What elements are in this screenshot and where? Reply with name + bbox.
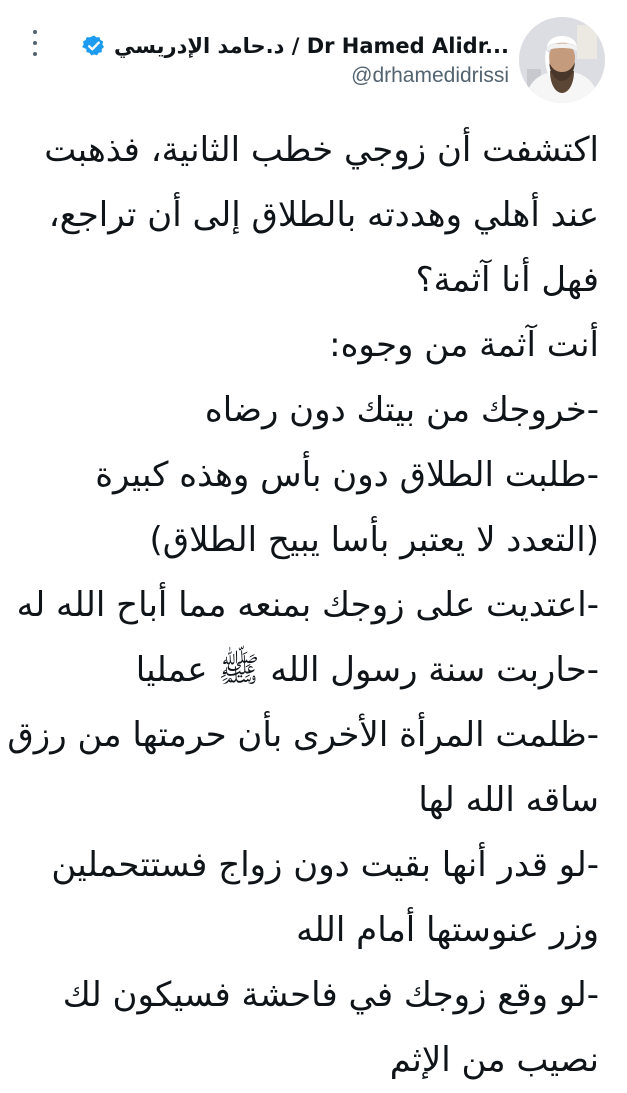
- verified-badge-icon: [82, 34, 106, 58]
- tweet-header: [0, 0, 627, 105]
- more-dot: [33, 52, 37, 56]
- author-display-name[interactable]: د.حامد الإدريسي / Dr Hamed Alidr...: [113, 34, 509, 58]
- more-dot: [33, 30, 37, 34]
- tweet-text: [7, 118, 599, 1093]
- tweet-line: اكتشفت أن زوجي خطب الثانية، فذهبت: [44, 130, 599, 170]
- tweet-line: -ظلمت المرأة الأخرى بأن حرمتها من رزق: [7, 715, 599, 755]
- tweet-line: -خروجك من بيتك دون رضاه: [204, 390, 599, 430]
- tweet-line: (التعدد لا يعتبر بأسا يبيح الطلاق): [149, 520, 599, 560]
- more-dot: [33, 41, 37, 45]
- tweet-line: ساقه الله لها: [418, 780, 599, 820]
- author-handle[interactable]: @drhamedidrissi: [351, 64, 509, 87]
- tweet-line: أنت آثمة من وجوه:: [329, 325, 599, 365]
- avatar[interactable]: [519, 17, 605, 103]
- tweet-line: فهل أنا آثمة؟: [415, 260, 599, 300]
- tweet-line: -اعتديت على زوجك بمنعه مما أباح الله له: [16, 585, 599, 625]
- tweet-line: -حاربت سنة رسول الله ﷺ عمليا: [135, 650, 599, 690]
- tweet-line: وزر عنوستها أمام الله: [296, 910, 599, 950]
- tweet-line: عند أهلي وهددته بالطلاق إلى أن تراجع،: [48, 195, 599, 235]
- tweet-line: نصيب من الإثم: [389, 1040, 599, 1080]
- author-name-row[interactable]: [82, 31, 509, 61]
- more-options-icon[interactable]: [30, 30, 40, 56]
- avatar-image: [519, 17, 605, 103]
- tweet-line: -لو وقع زوجك في فاحشة فسيكون لك: [62, 975, 599, 1015]
- tweet-line: -طلبت الطلاق دون بأس وهذه كبيرة: [95, 455, 599, 495]
- tweet-line: -لو قدر أنها بقيت دون زواج فستتحملين: [51, 845, 599, 885]
